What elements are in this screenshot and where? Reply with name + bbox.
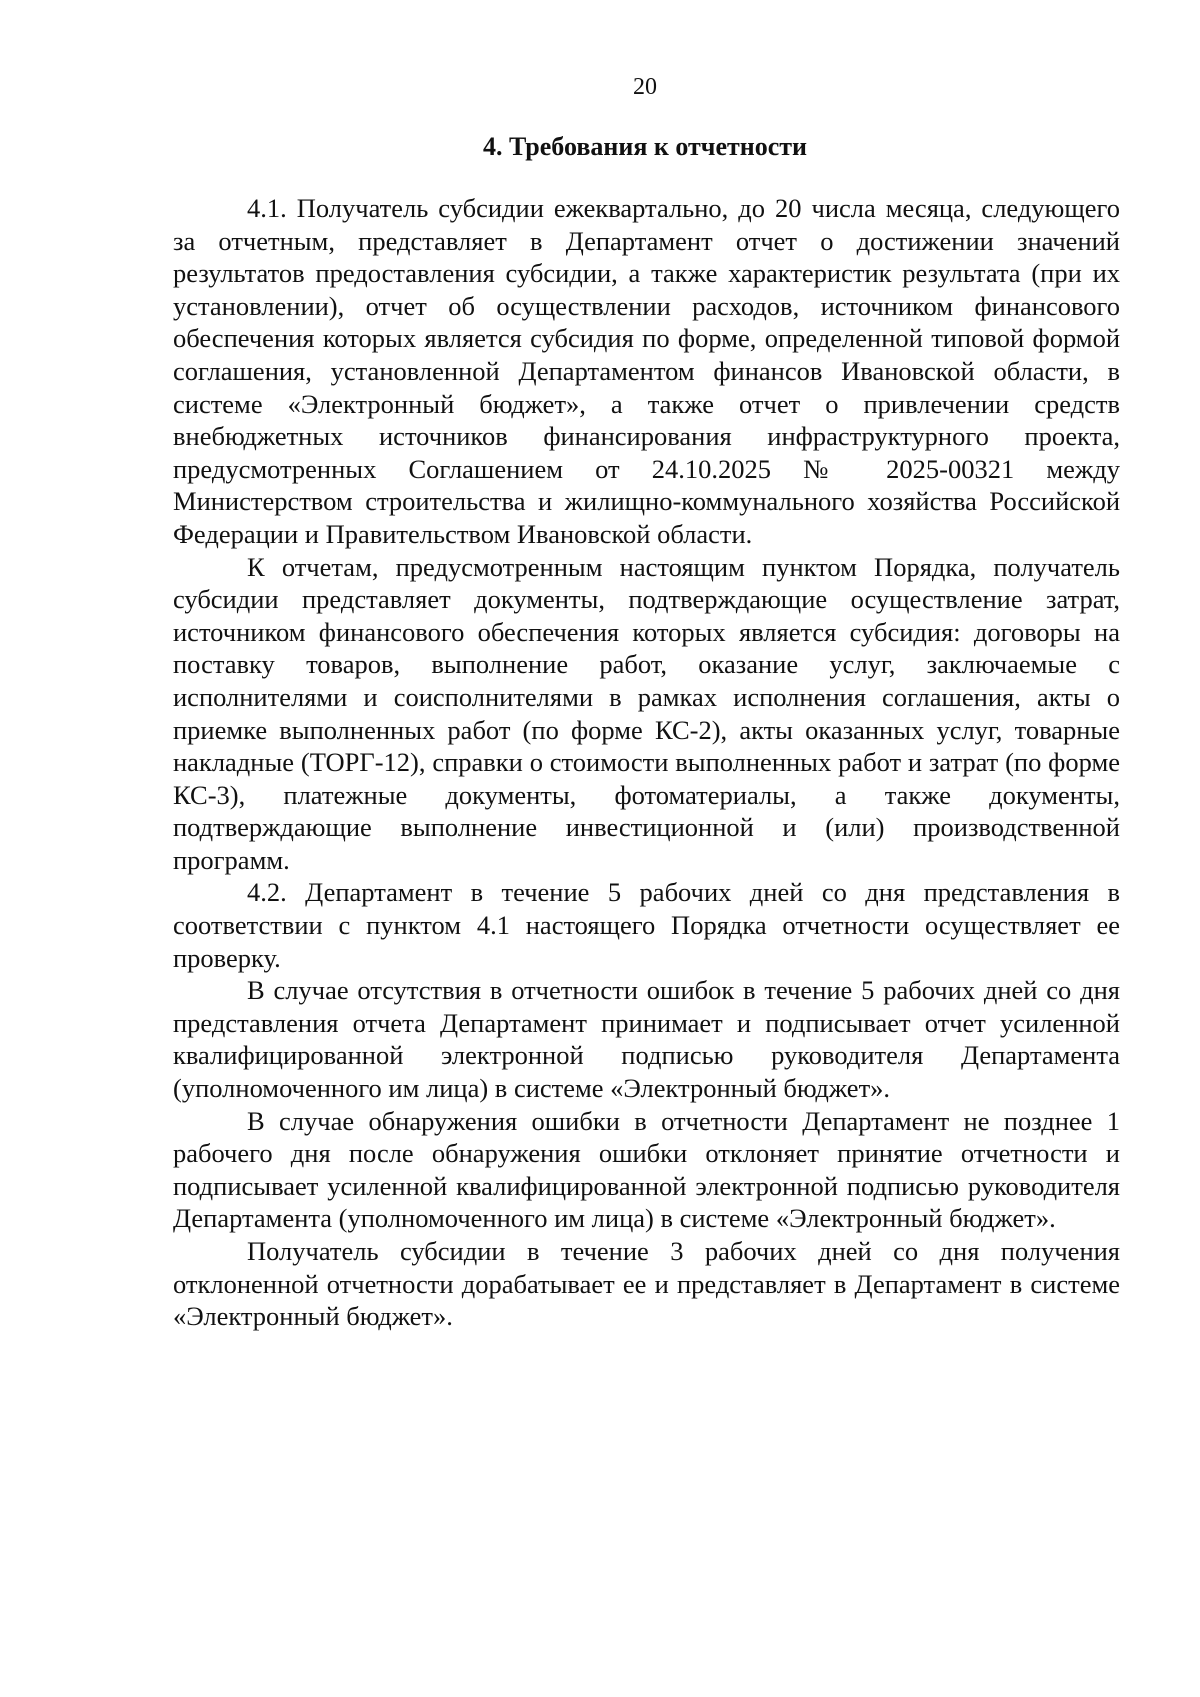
paragraph-no-errors: В случае отсутствия в отчетности ошибок в течение 5 рабочих дней со дня представления отчета Департамент принимает и подписывает отчет усиленной квалифицированной электронной подписью руководителя Департамента (уполномоченного им лица) в системе «Электронный бюджет».	[173, 975, 1120, 1104]
document-body	[173, 192, 1120, 1333]
paragraph-4-1: 4.1. Получатель субсидии ежеквартально, до 20 числа месяца, следующего за отчетным, представляет в Департамент отчет о достижении значений результатов предоставления субсидии, а также характеристик результата (при их установлении), отчет об осуществлении расходов, источником финансового обеспечения которых является субсидия по форме, определенной типовой формой соглашения, установленной Департаментом финансов Ивановской области, в системе «Электронный бюджет», а также отчет о привлечении средств внебюджетных источников финансирования инфраструктурного проекта, предусмотренных Соглашением от 24.10.2025 № 2025-00321 между Министерством строительства и жилищно-коммунального хозяйства Российской Федерации и Правительством Ивановской области.	[173, 193, 1120, 549]
paragraph-rework: Получатель субсидии в течение 3 рабочих дней со дня получения отклоненной отчетности дорабатывает ее и представляет в Департамент в системе «Электронный бюджет».	[173, 1236, 1120, 1332]
section-title: 4. Требования к отчетности	[482, 132, 808, 161]
paragraph-errors-found: В случае обнаружения ошибки в отчетности Департамент не позднее 1 рабочего дня после обнаружения ошибки отклоняет принятие отчетности и подписывает усиленной квалифицированной электронной подписью руководителя Департамента (уполномоченного им лица) в системе «Электронный бюджет».	[173, 1105, 1120, 1234]
page-number: 20	[633, 74, 657, 100]
paragraph-reports-documents: К отчетам, предусмотренным настоящим пунктом Порядка, получатель субсидии представляет документы, подтверждающие осуществление затрат, источником финансового обеспечения которых является субсидия: договоры на поставку товаров, выполнение работ, оказание услуг, заключаемые с исполнителями и соисполнителями в рамках исполнения соглашения, акты о приемке выполненных работ (по форме КС-2), акты оказанных услуг, товарные накладные (ТОРГ-12), справки о стоимости выполненных работ и затрат (по форме КС-3), платежные документы, фотоматериалы, а также документы, подтверждающие выполнение инвестиционной и (или) производственной программ.	[173, 551, 1120, 875]
paragraph-4-2: 4.2. Департамент в течение 5 рабочих дней со дня представления в соответствии с пунктом 4.1 настоящего Порядка отчетности осуществляет ее проверку.	[173, 877, 1120, 973]
